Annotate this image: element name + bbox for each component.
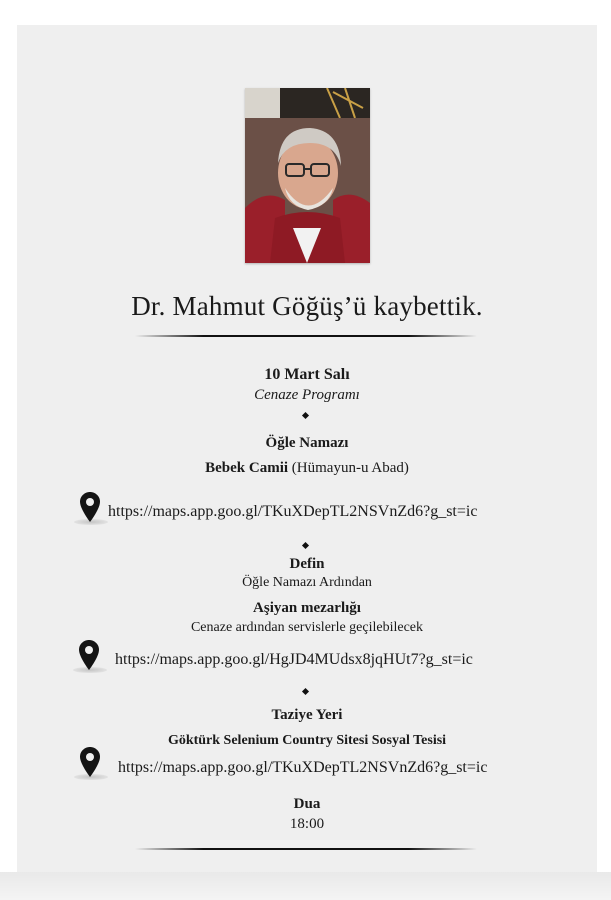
dua-heading: Dua xyxy=(293,796,321,812)
prayer-heading: Öğle Namazı xyxy=(265,435,349,451)
separator-diamond xyxy=(302,688,309,695)
prayer-map-url[interactable]: https://maps.app.goo.gl/TKuXDepTL2NSVnZd6?g_st=ic xyxy=(108,503,478,520)
condolence-venue: Göktürk Selenium Country Sitesi Sosyal Tesisi xyxy=(167,733,447,748)
map-pin-icon xyxy=(80,492,100,522)
burial-heading: Defin xyxy=(289,556,325,572)
prayer-map-link[interactable] xyxy=(17,491,597,525)
portrait-photo xyxy=(245,88,370,263)
map-pin-icon xyxy=(80,747,100,777)
mosque-name: Bebek Camii xyxy=(205,460,289,476)
condolence-map-url[interactable]: https://maps.app.goo.gl/TKuXDepTL2NSVnZd6?g_st=ic xyxy=(118,759,488,776)
burial-time-note: Öğle Namazı Ardından xyxy=(242,575,372,590)
mosque-note: (Hümayun-u Abad) xyxy=(291,460,409,476)
separator-diamond xyxy=(302,412,309,419)
burial-map-link[interactable] xyxy=(17,639,597,673)
announcement-card xyxy=(17,25,597,873)
bottom-bar xyxy=(0,872,611,900)
dua-time: 18:00 xyxy=(289,816,325,832)
condolence-map-link[interactable] xyxy=(17,745,597,779)
program-heading: Cenaze Programı xyxy=(254,387,360,403)
condolence-heading: Taziye Yeri xyxy=(271,707,343,723)
mosque-line xyxy=(17,460,597,477)
divider-bottom xyxy=(135,848,477,850)
separator-diamond xyxy=(302,542,309,549)
date-label: 10 Mart Salı xyxy=(264,366,350,383)
map-pin-icon xyxy=(79,640,99,670)
shuttle-note: Cenaze ardından servislerle geçilebilecek xyxy=(190,620,424,635)
burial-map-url[interactable]: https://maps.app.goo.gl/HgJD4MUdsx8jqHUt7?g_st=ic xyxy=(115,651,473,668)
divider-top xyxy=(135,335,477,337)
headline: Dr. Mahmut Göğüş’ü kaybettik. xyxy=(131,291,483,321)
cemetery-name: Aşiyan mezarlığı xyxy=(253,600,361,616)
